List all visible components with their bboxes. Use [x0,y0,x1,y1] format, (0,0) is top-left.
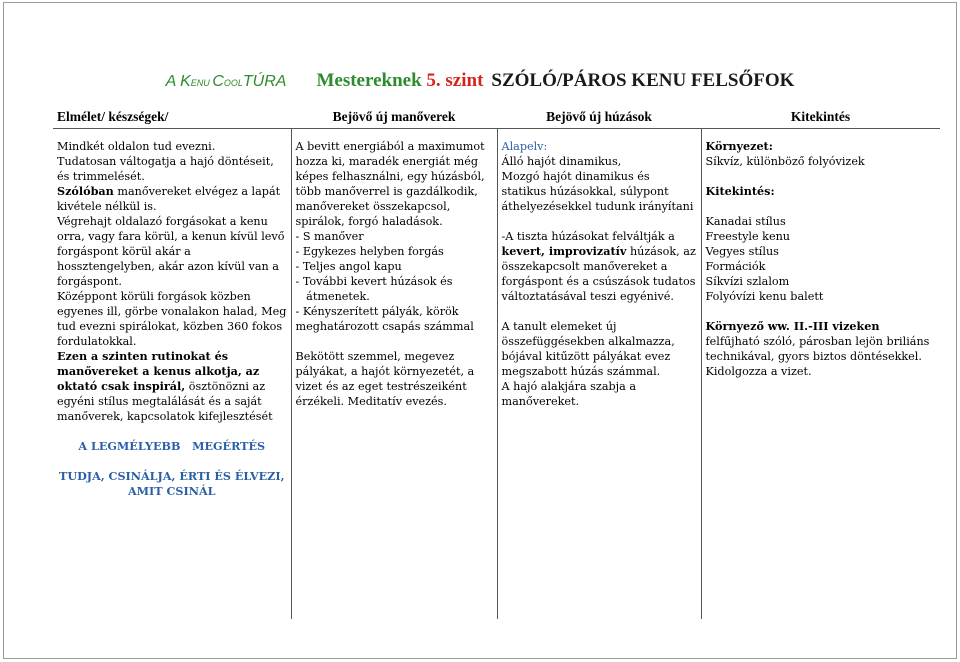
list-item: Vegyes stílus [705,245,779,258]
title-level: 5. szint [426,70,484,91]
title-audience: Mestereknek [316,70,427,91]
document-title [0,70,960,98]
table-header-row [53,104,940,129]
text-line: Végrehajt oldalazó forgásokat a kenu orra, vagy fara körül, a kenun kívül levő forgáspont körül akár a hossztengelyben, akár azon kívül van a forgáspont. [57,215,285,288]
text-line: Középpont körüli forgások közben egyenes ill, görbe vonalakon halad, Meg tud evezni spirálokat, közben 360 fokos fordulatokkal. [57,290,287,348]
text-paragraph: A tanult elemeket új összefüggésekben alkalmazza, bójával kitűzött pályákat evez megszabott húzás számmal. [501,320,675,378]
environment-label: Környezet: [705,139,773,153]
principle-label: Alapelv: [501,140,548,153]
list-item: Síkvízi szlalom [705,275,790,288]
column-header-maneuvers: Bejövő új manőverek [291,104,497,129]
title-course: SZÓLÓ/PÁROS KENU FELSŐFOK [491,70,795,91]
table-row [53,129,940,620]
text-paragraph: -A tiszta húzásokat felváltják a kevert, improvizatív húzások, az összekapcsolt manővereket a forgáspont és a csúszások tudatos változtatásával teszi egyénivé. [501,230,696,303]
list-item: - Kényszerített pályák, körök meghatározott csapás számmal [295,305,474,333]
list-item: - Teljes angol kapu [295,260,402,273]
list-item: - További kevert húzások és [295,275,453,288]
cell-maneuvers [291,129,497,620]
motto-line-2: TUDJA, CSINÁLJA, ÉRTI ÉS ÉLVEZI, AMIT CSINÁL [59,469,285,498]
text-line: Álló hajót dinamikus, [501,155,622,168]
text-line: Ezen a szinten rutinokat és manővereket a kenus alkotja, az oktató csak inspirál, ösztönözni az egyéni stílus megtalálását és a saját manőverek, kapcsolatok kifejlesztését [57,349,273,423]
list-item: - Egykezes helyben forgás [295,245,444,258]
list-item: átmenetek. [295,290,370,303]
list-item: Folyóvízi kenu balett [705,290,824,303]
text-line: Mozgó hajót dinamikus és statikus húzásokkal, súlypont áthelyezésekkel tudunk irányítani [501,170,694,213]
list-item: Freestyle kenu [705,230,790,243]
column-header-outlook: Kitekintés [701,104,940,129]
environment-text: Síkvíz, különböző folyóvizek [705,155,865,168]
text-paragraph: A hajó alakjára szabja a manővereket. [501,380,637,408]
column-header-theory: Elmélet/ készségek/ [53,104,291,129]
list-item: - S manőver [295,230,364,243]
curriculum-table [53,104,940,619]
column-header-strokes: Bejövő új húzások [497,104,701,129]
list-item: Formációk [705,260,766,273]
cell-outlook [701,129,940,620]
cell-theory [53,129,291,620]
text-line: Szólóban manővereket elvégez a lapát kivétele nélkül is. [57,184,281,213]
text-paragraph: Környező ww. II.-III vizeken felfűjható szóló, párosban lejön briliáns technikával, gyors biztos döntésekkel. Kidolgozza a vizet. [705,319,930,378]
list-item: Kanadai stílus [705,215,786,228]
brand-logo: A KENU COOLTÚRA [165,73,287,90]
text-paragraph: Bekötött szemmel, megevez pályákat, a hajót környezetét, a vizet és az eget testrészeiként érzékeli. Meditatív evezés. [295,350,475,408]
cell-strokes [497,129,701,620]
text-line: Mindkét oldalon tud evezni. [57,140,216,153]
outlook-label: Kitekintés: [705,184,775,198]
text-paragraph: A bevitt energiából a maximumot hozza ki, maradék energiát még képes felhasználni, egy húzásból, több manőverrel is gazdálkodik, manővereket összekapcsol, spirálok, forgó haladások. [295,140,485,228]
text-line: Tudatosan váltogatja a hajó döntéseit, és trimmelését. [57,155,274,183]
motto-line-1: A LEGMÉLYEBB MEGÉRTÉS [78,439,266,453]
